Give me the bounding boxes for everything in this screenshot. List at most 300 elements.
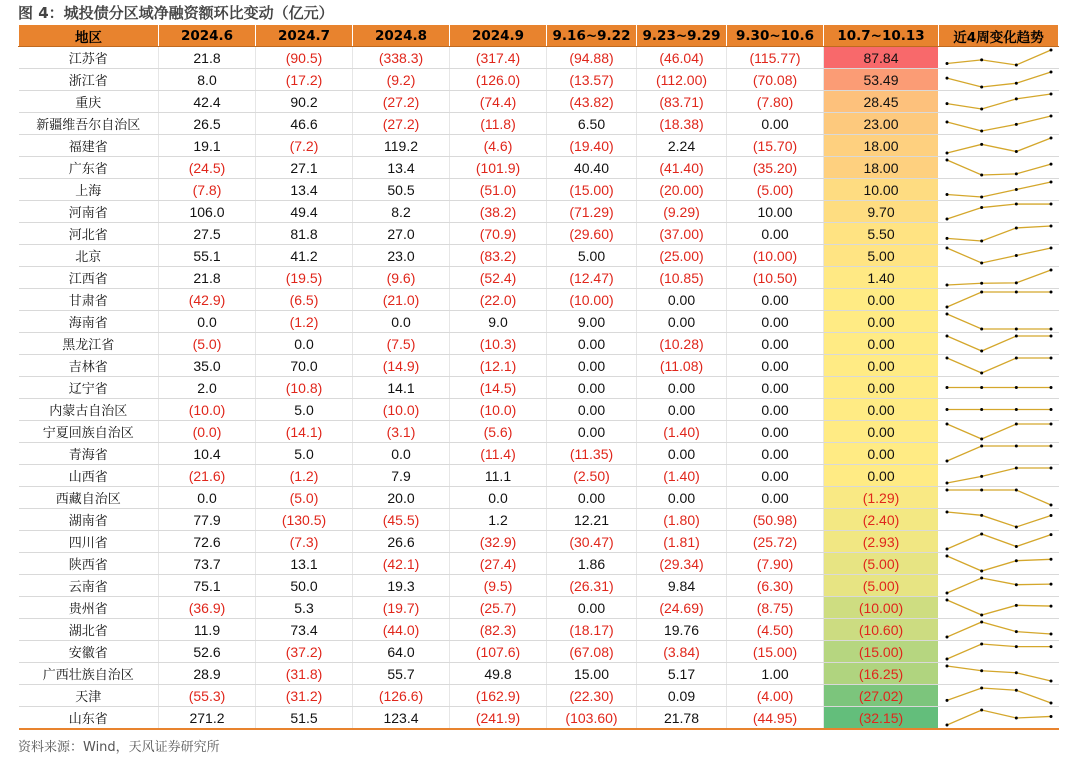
value-2024-9: (70.9) <box>450 223 547 245</box>
header-2024-7: 2024.7 <box>256 25 353 47</box>
value-week-4: 0.00 <box>824 421 939 443</box>
value-2024-7: 73.4 <box>256 619 353 641</box>
value-week-4: 5.00 <box>824 245 939 267</box>
region-cell: 云南省 <box>19 575 159 597</box>
value-2024-8: (27.2) <box>353 91 450 113</box>
sparkline-point <box>980 445 983 448</box>
table-row <box>19 311 1059 333</box>
sparkline-point <box>980 86 983 89</box>
value-week-3: (115.77) <box>727 47 824 69</box>
value-week-1: 0.00 <box>547 487 637 509</box>
value-week-4: (2.40) <box>824 509 939 531</box>
sparkline-path <box>947 424 1051 439</box>
sparkline-point <box>1015 545 1018 548</box>
sparkline-point <box>945 102 948 105</box>
sparkline-path <box>947 336 1051 351</box>
value-2024-7: 27.1 <box>256 157 353 179</box>
sparkline-path <box>947 314 1051 329</box>
region-cell: 湖南省 <box>19 509 159 531</box>
sparkline-path <box>947 600 1051 615</box>
value-week-2: (1.80) <box>637 509 727 531</box>
sparkline-point <box>1015 559 1018 562</box>
table-row <box>19 333 1059 355</box>
value-week-4: 0.00 <box>824 355 939 377</box>
header-week-4: 10.7~10.13 <box>824 25 939 47</box>
sparkline-svg <box>944 157 1054 178</box>
value-week-2: (11.08) <box>637 355 727 377</box>
value-2024-8: 26.6 <box>353 531 450 553</box>
value-2024-9: (83.2) <box>450 245 547 267</box>
sparkline-path <box>947 512 1051 527</box>
region-cell: 吉林省 <box>19 355 159 377</box>
sparkline-point <box>1015 123 1018 126</box>
value-week-2: (25.00) <box>637 245 727 267</box>
value-week-2: 0.00 <box>637 487 727 509</box>
sparkline-point <box>945 62 948 65</box>
value-2024-7: 70.0 <box>256 355 353 377</box>
sparkline-point <box>945 218 948 221</box>
table-row <box>19 663 1059 685</box>
value-week-1: (10.00) <box>547 289 637 311</box>
region-cell: 青海省 <box>19 443 159 465</box>
trend-sparkline <box>939 179 1059 201</box>
trend-sparkline <box>939 619 1059 641</box>
sparkline-point <box>980 489 983 492</box>
value-week-4: (10.60) <box>824 619 939 641</box>
sparkline-svg <box>944 465 1054 486</box>
sparkline-point <box>1015 604 1018 607</box>
trend-sparkline <box>939 553 1059 575</box>
sparkline-path <box>947 160 1051 175</box>
region-cell: 西藏自治区 <box>19 487 159 509</box>
value-2024-9: (32.9) <box>450 531 547 553</box>
trend-sparkline <box>939 399 1059 421</box>
sparkline-point <box>1015 281 1018 284</box>
value-week-2: 0.00 <box>637 399 727 421</box>
sparkline-path <box>947 556 1051 571</box>
value-week-3: 0.00 <box>727 421 824 443</box>
value-2024-9: (52.4) <box>450 267 547 289</box>
value-2024-8: (7.5) <box>353 333 450 355</box>
value-2024-7: (90.5) <box>256 47 353 69</box>
sparkline-point <box>980 372 983 375</box>
sparkline-point <box>980 669 983 672</box>
value-week-3: 0.00 <box>727 355 824 377</box>
value-2024-8: (19.7) <box>353 597 450 619</box>
value-week-1: (29.60) <box>547 223 637 245</box>
sparkline-point <box>945 555 948 558</box>
region-cell: 上海 <box>19 179 159 201</box>
trend-sparkline <box>939 641 1059 663</box>
value-2024-9: (5.6) <box>450 421 547 443</box>
region-cell: 宁夏回族自治区 <box>19 421 159 443</box>
value-week-2: (46.04) <box>637 47 727 69</box>
sparkline-svg <box>944 663 1054 684</box>
value-2024-6: 10.4 <box>159 443 256 465</box>
value-2024-9: (25.7) <box>450 597 547 619</box>
sparkline-point <box>980 143 983 146</box>
sparkline-point <box>945 658 948 661</box>
header-row <box>19 25 1059 47</box>
sparkline-point <box>1015 328 1018 331</box>
value-week-1: 0.00 <box>547 597 637 619</box>
value-week-3: (35.20) <box>727 157 824 179</box>
value-2024-7: 50.0 <box>256 575 353 597</box>
value-week-3: (7.80) <box>727 91 824 113</box>
value-2024-8: (126.6) <box>353 685 450 707</box>
table-row <box>19 179 1059 201</box>
sparkline-svg <box>944 201 1054 222</box>
value-2024-6: (24.5) <box>159 157 256 179</box>
trend-sparkline <box>939 333 1059 355</box>
value-2024-7: (31.2) <box>256 685 353 707</box>
value-2024-7: (7.3) <box>256 531 353 553</box>
value-2024-6: (21.6) <box>159 465 256 487</box>
value-week-4: 18.00 <box>824 157 939 179</box>
value-week-2: 9.84 <box>637 575 727 597</box>
value-week-1: (67.08) <box>547 641 637 663</box>
value-2024-7: (19.5) <box>256 267 353 289</box>
value-week-2: (29.34) <box>637 553 727 575</box>
trend-sparkline <box>939 355 1059 377</box>
table-row <box>19 135 1059 157</box>
value-2024-7: (7.2) <box>256 135 353 157</box>
value-week-3: 0.00 <box>727 465 824 487</box>
value-week-4: 10.00 <box>824 179 939 201</box>
table-row <box>19 641 1059 663</box>
sparkline-point <box>1049 715 1052 718</box>
value-2024-6: 55.1 <box>159 245 256 267</box>
sparkline-point <box>1049 558 1052 561</box>
sparkline-point <box>1049 335 1052 338</box>
trend-sparkline <box>939 91 1059 113</box>
value-2024-7: 81.8 <box>256 223 353 245</box>
sparkline-svg <box>944 377 1054 398</box>
trend-sparkline <box>939 443 1059 465</box>
table-row <box>19 707 1059 730</box>
value-week-4: (1.29) <box>824 487 939 509</box>
value-2024-8: 119.2 <box>353 135 450 157</box>
sparkline-point <box>945 460 948 463</box>
value-week-2: (37.00) <box>637 223 727 245</box>
sparkline-svg <box>944 245 1054 266</box>
value-2024-6: 2.0 <box>159 377 256 399</box>
trend-sparkline <box>939 69 1059 91</box>
value-week-3: 0.00 <box>727 289 824 311</box>
value-week-4: 0.00 <box>824 311 939 333</box>
table-body <box>19 47 1059 730</box>
value-week-3: (25.72) <box>727 531 824 553</box>
value-2024-8: 14.1 <box>353 377 450 399</box>
value-2024-9: (4.6) <box>450 135 547 157</box>
value-2024-8: 27.0 <box>353 223 450 245</box>
value-2024-6: 271.2 <box>159 707 256 730</box>
value-week-3: (4.50) <box>727 619 824 641</box>
value-week-2: (112.00) <box>637 69 727 91</box>
value-2024-7: 5.3 <box>256 597 353 619</box>
sparkline-path <box>947 688 1051 703</box>
value-week-1: (2.50) <box>547 465 637 487</box>
sparkline-point <box>945 357 948 360</box>
region-cell: 广西壮族自治区 <box>19 663 159 685</box>
sparkline-point <box>1015 630 1018 633</box>
sparkline-point <box>980 577 983 580</box>
sparkline-point <box>980 206 983 209</box>
value-week-4: 9.70 <box>824 201 939 223</box>
sparkline-point <box>945 120 948 123</box>
sparkline-point <box>980 643 983 646</box>
value-2024-8: (45.5) <box>353 509 450 531</box>
sparkline-svg <box>944 641 1054 662</box>
value-2024-6: 8.0 <box>159 69 256 91</box>
trend-sparkline <box>939 707 1059 730</box>
trend-sparkline <box>939 487 1059 509</box>
sparkline-svg <box>944 597 1054 618</box>
sparkline-point <box>1049 680 1052 683</box>
region-cell: 浙江省 <box>19 69 159 91</box>
value-2024-7: (6.5) <box>256 289 353 311</box>
value-2024-8: (21.0) <box>353 289 450 311</box>
value-week-4: 1.40 <box>824 267 939 289</box>
sparkline-point <box>1049 181 1052 184</box>
sparkline-svg <box>944 179 1054 200</box>
value-2024-7: 13.1 <box>256 553 353 575</box>
value-week-2: (10.85) <box>637 267 727 289</box>
value-week-1: (11.35) <box>547 443 637 465</box>
value-week-2: (20.00) <box>637 179 727 201</box>
sparkline-path <box>947 116 1051 131</box>
sparkline-point <box>980 408 983 411</box>
value-2024-9: (317.4) <box>450 47 547 69</box>
header-week-3: 9.30~10.6 <box>727 25 824 47</box>
sparkline-path <box>947 226 1051 241</box>
trend-sparkline <box>939 201 1059 223</box>
sparkline-svg <box>944 333 1054 354</box>
sparkline-point <box>980 438 983 441</box>
region-cell: 山西省 <box>19 465 159 487</box>
value-2024-7: 46.6 <box>256 113 353 135</box>
sparkline-point <box>945 724 948 727</box>
value-2024-8: (3.1) <box>353 421 450 443</box>
region-cell: 山东省 <box>19 707 159 730</box>
value-week-3: 0.00 <box>727 377 824 399</box>
value-week-3: (8.75) <box>727 597 824 619</box>
table-row <box>19 465 1059 487</box>
sparkline-point <box>980 196 983 199</box>
value-week-3: 0.00 <box>727 113 824 135</box>
value-week-1: (103.60) <box>547 707 637 730</box>
value-week-2: 0.00 <box>637 443 727 465</box>
value-week-1: (19.40) <box>547 135 637 157</box>
sparkline-point <box>1049 137 1052 140</box>
trend-sparkline <box>939 465 1059 487</box>
sparkline-svg <box>944 399 1054 420</box>
value-week-3: (44.95) <box>727 707 824 730</box>
value-week-1: (26.31) <box>547 575 637 597</box>
value-2024-9: 1.2 <box>450 509 547 531</box>
value-week-2: 21.78 <box>637 707 727 730</box>
sparkline-point <box>1049 115 1052 118</box>
sparkline-point <box>980 709 983 712</box>
region-cell: 河南省 <box>19 201 159 223</box>
trend-sparkline <box>939 47 1059 69</box>
figure-title: 图 4：城投债分区域净融资额环比变动（亿元） <box>18 4 334 22</box>
value-2024-6: 72.6 <box>159 531 256 553</box>
value-week-3: (5.00) <box>727 179 824 201</box>
value-2024-8: (338.3) <box>353 47 450 69</box>
sparkline-point <box>980 514 983 517</box>
sparkline-point <box>945 306 948 309</box>
value-2024-6: 21.8 <box>159 267 256 289</box>
sparkline-path <box>947 446 1051 461</box>
sparkline-point <box>1015 150 1018 153</box>
value-week-4: 0.00 <box>824 399 939 421</box>
value-week-4: 0.00 <box>824 333 939 355</box>
table-row <box>19 113 1059 135</box>
sparkline-point <box>1015 386 1018 389</box>
sparkline-point <box>980 533 983 536</box>
value-2024-7: (10.8) <box>256 377 353 399</box>
sparkline-point <box>945 159 948 162</box>
sparkline-point <box>1049 225 1052 228</box>
value-week-2: 0.00 <box>637 289 727 311</box>
value-week-3: (15.70) <box>727 135 824 157</box>
value-week-1: 1.86 <box>547 553 637 575</box>
value-week-1: (94.88) <box>547 47 637 69</box>
sparkline-point <box>1015 689 1018 692</box>
value-week-2: 0.00 <box>637 377 727 399</box>
value-2024-9: (14.5) <box>450 377 547 399</box>
value-week-4: 23.00 <box>824 113 939 135</box>
value-week-3: (4.00) <box>727 685 824 707</box>
value-2024-8: 0.0 <box>353 443 450 465</box>
sparkline-point <box>1015 645 1018 648</box>
table-row <box>19 69 1059 91</box>
value-2024-9: (11.8) <box>450 113 547 135</box>
value-week-4: (16.25) <box>824 663 939 685</box>
value-week-1: (30.47) <box>547 531 637 553</box>
value-2024-8: (42.1) <box>353 553 450 575</box>
sparkline-svg <box>944 289 1054 310</box>
table-row <box>19 487 1059 509</box>
table-row <box>19 267 1059 289</box>
sparkline-point <box>1015 291 1018 294</box>
sparkline-point <box>945 423 948 426</box>
sparkline-point <box>980 108 983 111</box>
sparkline-path <box>947 182 1051 197</box>
value-2024-9: (12.1) <box>450 355 547 377</box>
sparkline-point <box>1015 716 1018 719</box>
sparkline-point <box>1049 467 1052 470</box>
value-week-3: (10.50) <box>727 267 824 289</box>
value-2024-8: 7.9 <box>353 465 450 487</box>
value-week-2: (1.40) <box>637 421 727 443</box>
sparkline-point <box>1015 64 1018 67</box>
sparkline-point <box>1049 605 1052 608</box>
value-week-4: (2.93) <box>824 531 939 553</box>
value-week-2: (41.40) <box>637 157 727 179</box>
trend-sparkline <box>939 267 1059 289</box>
sparkline-svg <box>944 619 1054 640</box>
value-2024-6: 28.9 <box>159 663 256 685</box>
table-row <box>19 91 1059 113</box>
sparkline-point <box>1015 526 1018 529</box>
value-week-3: (15.00) <box>727 641 824 663</box>
sparkline-point <box>1049 423 1052 426</box>
table-row <box>19 377 1059 399</box>
value-week-2: (83.71) <box>637 91 727 113</box>
header-2024-8: 2024.8 <box>353 25 450 47</box>
sparkline-point <box>1049 645 1052 648</box>
value-week-2: 5.17 <box>637 663 727 685</box>
value-2024-7: (14.1) <box>256 421 353 443</box>
sparkline-path <box>947 50 1051 65</box>
value-2024-8: 20.0 <box>353 487 450 509</box>
sparkline-point <box>1049 504 1052 507</box>
value-week-1: 0.00 <box>547 377 637 399</box>
value-week-1: 12.21 <box>547 509 637 531</box>
value-2024-6: (42.9) <box>159 289 256 311</box>
table-row <box>19 47 1059 69</box>
value-week-1: 40.40 <box>547 157 637 179</box>
value-2024-6: 27.5 <box>159 223 256 245</box>
header-trend: 近4周变化趋势 <box>939 25 1059 47</box>
sparkline-point <box>945 665 948 668</box>
value-2024-6: 77.9 <box>159 509 256 531</box>
sparkline-svg <box>944 531 1054 552</box>
sparkline-svg <box>944 685 1054 706</box>
sparkline-point <box>945 636 948 639</box>
source-note: 资料来源：Wind，天风证券研究所 <box>18 740 220 755</box>
table-row <box>19 575 1059 597</box>
sparkline-svg <box>944 509 1054 530</box>
trend-sparkline <box>939 311 1059 333</box>
value-week-4: 87.84 <box>824 47 939 69</box>
sparkline-svg <box>944 311 1054 332</box>
sparkline-point <box>1015 408 1018 411</box>
value-week-4: 28.45 <box>824 91 939 113</box>
value-2024-7: 90.2 <box>256 91 353 113</box>
value-week-1: (22.30) <box>547 685 637 707</box>
table-row <box>19 245 1059 267</box>
sparkline-point <box>1049 533 1052 536</box>
sparkline-point <box>980 614 983 617</box>
value-week-3: 0.00 <box>727 333 824 355</box>
value-2024-9: (10.3) <box>450 333 547 355</box>
value-2024-8: 0.0 <box>353 311 450 333</box>
value-week-3: 1.00 <box>727 663 824 685</box>
value-2024-7: (5.0) <box>256 487 353 509</box>
value-2024-9: (22.0) <box>450 289 547 311</box>
value-week-4: 0.00 <box>824 377 939 399</box>
sparkline-point <box>980 621 983 624</box>
table-row <box>19 289 1059 311</box>
sparkline-path <box>947 204 1051 219</box>
sparkline-point <box>1015 467 1018 470</box>
sparkline-point <box>945 247 948 250</box>
value-2024-8: 123.4 <box>353 707 450 730</box>
sparkline-point <box>945 489 948 492</box>
value-2024-9: (241.9) <box>450 707 547 730</box>
sparkline-point <box>1015 97 1018 100</box>
value-week-4: (32.15) <box>824 707 939 730</box>
sparkline-path <box>947 710 1051 725</box>
value-week-2: (1.40) <box>637 465 727 487</box>
sparkline-path <box>947 292 1051 307</box>
sparkline-point <box>980 130 983 133</box>
region-cell: 北京 <box>19 245 159 267</box>
trend-sparkline <box>939 575 1059 597</box>
